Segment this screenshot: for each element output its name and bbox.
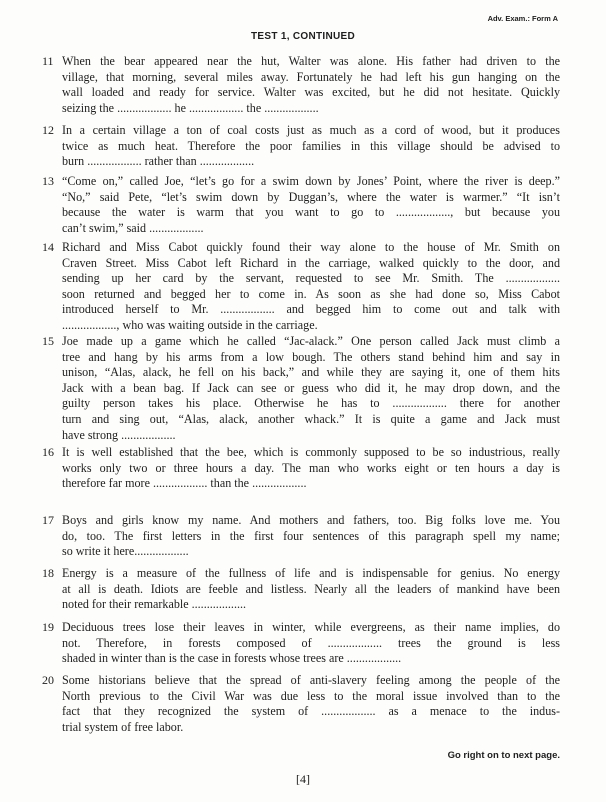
question-text-line: because the water is warm that you want to go to .................., but because you [62,205,560,220]
question-text-line: Deciduous trees lose their leaves in winter, while evergreens, as their name implies, do [62,620,560,634]
question-number: 20 [42,673,54,687]
question-text-line: Boys and girls know my name. And mothers and fathers, too. Big folks love me. You [62,513,560,527]
question-text-line: introduced herself to Mr. .................. and begged him to come out and talk with [62,302,560,317]
question-text-line: guilty person takes his place. Otherwise he has to .................. there for another [62,396,560,411]
question-text-line: “No,” said Pete, “let’s swim down by Duggan’s, where the water is warmer.” “It isn’t [62,189,560,204]
question-number: 17 [42,513,54,527]
question-text-line: at all is death. Idiots are feeble and listless. Nearly all the leaders of mankind have been [62,581,560,596]
question-number: 18 [42,566,54,580]
question-text-line: Some historians believe that the spread of anti-slavery feeling among the people of the [62,673,560,687]
question-text-line: shaded in winter than is the case in forests whose trees are .................. [62,651,402,666]
question-20 [42,673,560,735]
question-text-line: can’t swim,” said .................. [62,220,204,235]
question-text-line: Richard and Miss Cabot quickly found their way alone to the house of Mr. Smith on [62,240,560,254]
question-text-line: seizing the .................. he .................. the .................. [62,100,319,115]
go-on-instruction: Go right on to next page. [447,750,560,761]
question-number: 15 [42,334,54,348]
question-text-line: Jack with a bean bag. If Jack can see or guess who did it, he may drop down, and the [62,380,560,395]
question-text-line: therefore far more .................. than the .................. [62,476,307,491]
question-text-line: .................., who was waiting outside in the carriage. [62,317,318,332]
question-text-line: sending up her card by the servant, requested to see Mr. Smith. The .................. [62,271,560,286]
question-text-line: turn and sing out, “Alas, alack, another whack.” It is quite a game and Jack must [62,411,560,426]
question-14 [42,240,560,334]
form-label: Adv. Exam.: Form A [487,14,558,23]
question-number: 11 [42,54,54,68]
question-text-line: Joe made up a game which he called “Jac-alack.” One person called Jack must climb a [62,334,560,348]
page-title: TEST 1, CONTINUED [251,31,355,42]
question-11 [42,54,560,116]
question-text-line: North previous to the Civil War was due less to the moral issue involved than to the [62,688,560,703]
page-number: [4] [296,772,310,786]
question-19 [42,620,560,667]
question-18 [42,566,560,613]
question-text-line: works only two or three hours a day. The man who works eight or ten hours a day is [62,460,560,475]
question-text-line: soon returned and begged her to come in. As soon as she had done so, Miss Cabot [62,286,560,301]
question-text-line: burn .................. rather than .................. [62,154,255,169]
question-text-line: Craven Street. Miss Cabot left Richard in the carriage, walked quickly to the door, and [62,255,560,270]
question-15 [42,334,560,443]
question-text-line: fact that they recognized the system of .................. as a menace to the indus- [62,704,560,719]
question-text-line: not. Therefore, in forests composed of .................. trees the ground is less [62,635,560,650]
question-16 [42,445,560,492]
question-number: 12 [42,123,54,137]
question-text-line: It is well established that the bee, which is commonly supposed to be so industrious, really [62,445,560,459]
question-17 [42,513,560,560]
question-text-line: trial system of free labor. [62,719,184,734]
question-number: 13 [42,174,54,188]
question-text-line: tree and hang by his arms from a low bough. The others stand behind him and say in [62,349,560,364]
question-number: 19 [42,620,54,634]
question-text-line: “Come on,” called Joe, “let’s go for a swim down by Jones’ Point, where the river is deep.” [62,174,560,188]
question-text-line: noted for their remarkable .................. [62,597,247,612]
question-text-line: When the bear appeared near the hut, Walter was alone. His father had driven to the [62,54,560,68]
question-13 [42,174,560,236]
question-text-line: unison, “Alas, alack, he fell on his back,” and while they are saying it, one of them hits [62,365,560,380]
question-text-line: have strong .................. [62,427,176,442]
question-text-line: do, too. The first letters in the first four sentences of this paragraph spell my name; [62,528,560,543]
question-text-line: Energy is a measure of the fullness of life and is indispensable for genius. No energy [62,566,560,580]
question-number: 14 [42,240,54,254]
question-12 [42,123,560,170]
question-text-line: so write it here.................. [62,544,189,559]
question-text-line: In a certain village a ton of coal costs just as much as a cord of wood, but it produces [62,123,560,137]
question-text-line: wall loaded and ready for service. Walter was excited, but he did not hesitate. Quickly [62,85,560,100]
question-text-line: village, that morning, several miles away. Fortunately he had left his gun hanging on the [62,69,560,84]
question-text-line: twice as much heat. Therefore the poor families in this village should be advised to [62,138,560,153]
question-number: 16 [42,445,54,459]
